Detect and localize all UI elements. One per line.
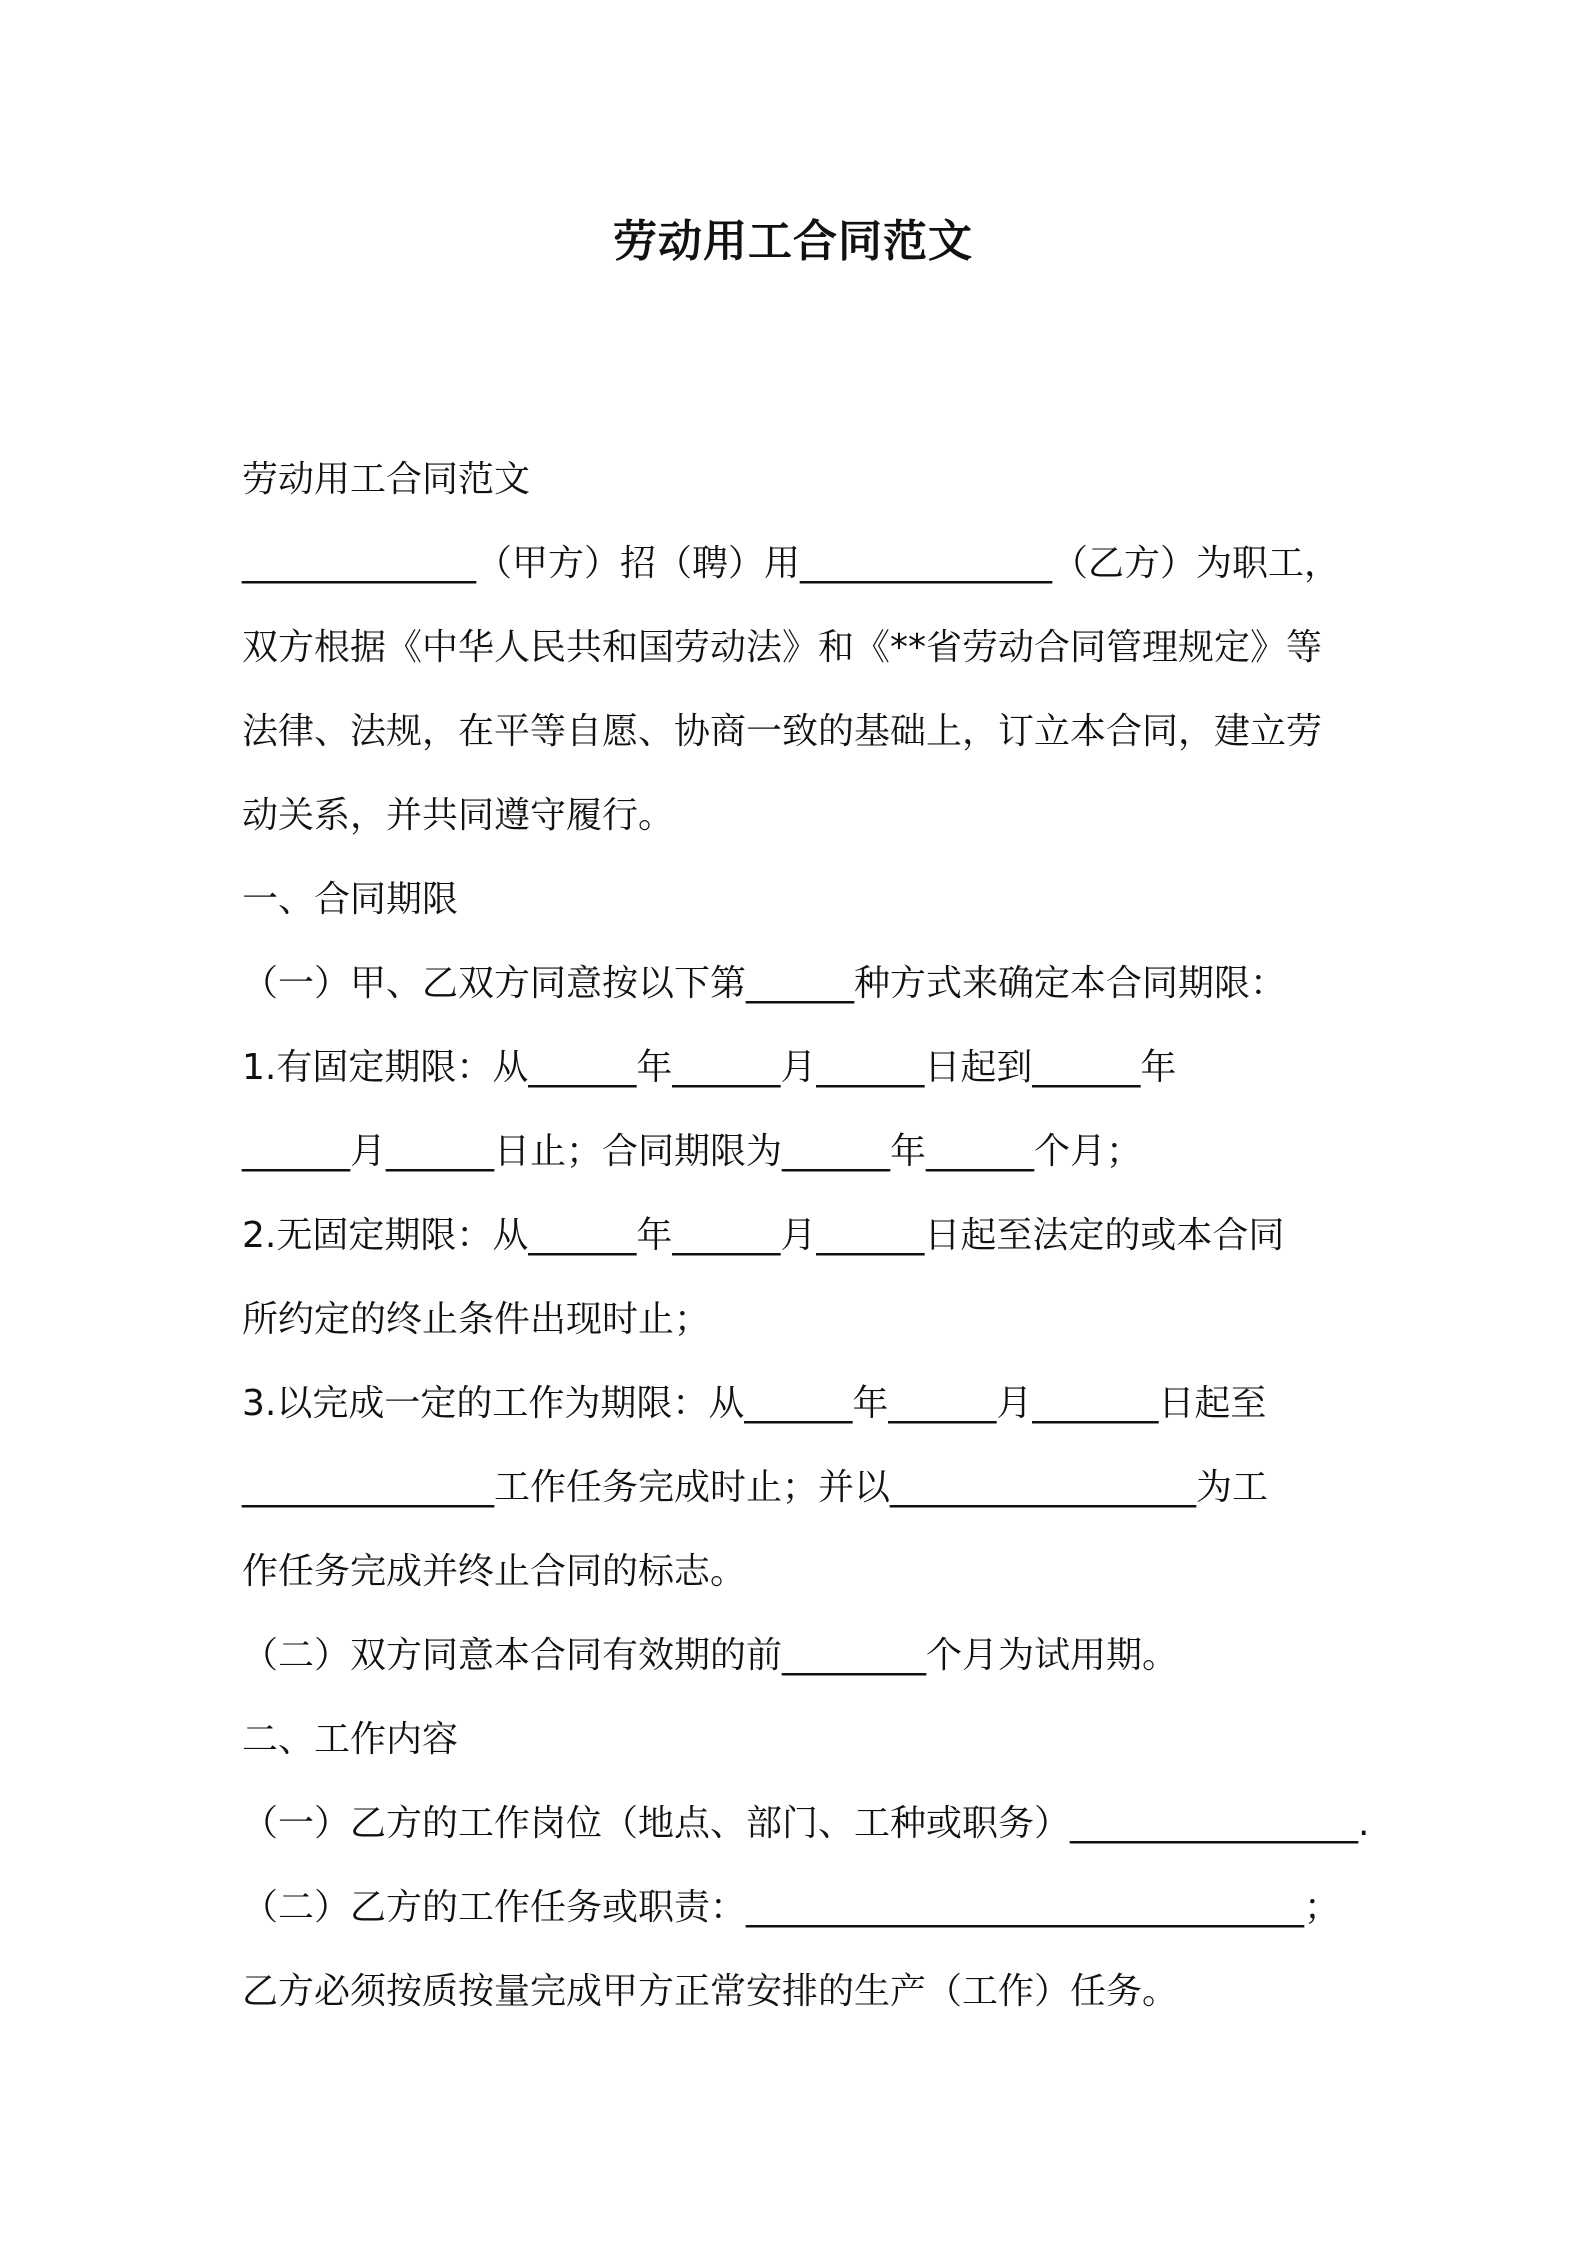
clause-line: 1.有固定期限：从______年______月______日起到______年 [242, 1047, 1177, 1088]
paragraph-line: 双方根据《中华人民共和国劳动法》和《**省劳动合同管理规定》等 [242, 627, 1323, 668]
paragraph-line: 动关系，并共同遵守履行。 [242, 795, 675, 836]
clause-line: 乙方必须按质按量完成甲方正常安排的生产（工作）任务。 [242, 1971, 1179, 2012]
paragraph-line: _____________（甲方）招（聘）用______________（乙方）为职工， [242, 543, 1341, 584]
clause-line: 作任务完成并终止合同的标志。 [242, 1551, 747, 1592]
clause-line: ______________工作任务完成时止；并以_________________为工 [242, 1467, 1269, 1508]
section-heading: 二、工作内容 [242, 1719, 459, 1760]
body-heading: 劳动用工合同范文 [242, 459, 531, 500]
clause-line: （一）甲、乙双方同意按以下第______种方式来确定本合同期限： [242, 963, 1287, 1004]
clause-line: （一）乙方的工作岗位（地点、部门、工种或职务）________________. [242, 1803, 1370, 1844]
clause-line: （二）乙方的工作任务或职责：_______________________________； [242, 1887, 1341, 1928]
clause-line: 3.以完成一定的工作为期限：从______年______月_______日起至 [242, 1383, 1267, 1424]
clause-line: 所约定的终止条件出现时止； [242, 1299, 711, 1340]
document-title: 劳动用工合同范文 [613, 216, 973, 267]
clause-line: ______月______日止；合同期限为______年______个月； [242, 1131, 1143, 1172]
paragraph-line: 法律、法规，在平等自愿、协商一致的基础上，订立本合同，建立劳 [242, 711, 1323, 752]
clause-line: （二）双方同意本合同有效期的前________个月为试用期。 [242, 1635, 1179, 1676]
clause-line: 2.无固定期限：从______年______月______日起至法定的或本合同 [242, 1215, 1285, 1256]
section-heading: 一、合同期限 [242, 879, 459, 920]
